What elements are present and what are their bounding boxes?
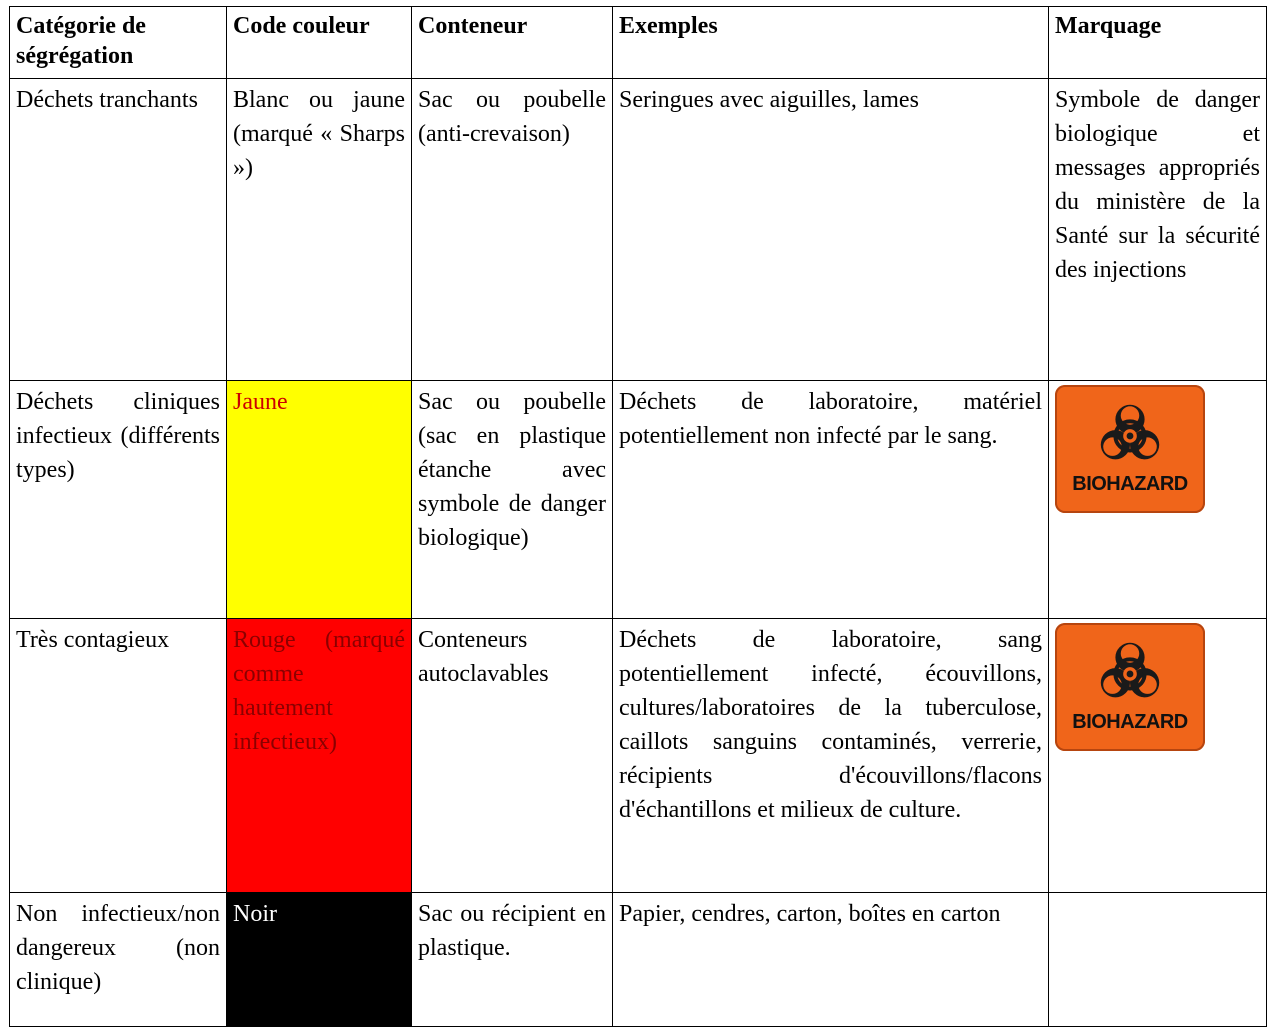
cell-category: Très contagieux — [10, 619, 227, 893]
header-container: Conteneur — [412, 7, 613, 79]
biohazard-badge — [1055, 623, 1205, 751]
cell-category: Déchets tranchants — [10, 79, 227, 381]
header-marking: Marquage — [1049, 7, 1267, 79]
cell-marking — [1049, 381, 1267, 619]
header-examples: Exemples — [613, 7, 1049, 79]
cell-examples: Papier, cendres, carton, boîtes en carton — [613, 893, 1049, 1027]
cell-container: Sac ou récipient en plastique. — [412, 893, 613, 1027]
cell-container: Sac ou poubelle (anti-crevaison) — [412, 79, 613, 381]
cell-color-code-red: Rouge (marqué comme hautement infectieux) — [227, 619, 412, 893]
cell-container: Conteneurs autoclavables — [412, 619, 613, 893]
cell-category: Non infectieux/non dangereux (non clinique) — [10, 893, 227, 1027]
header-color-code: Code couleur — [227, 7, 412, 79]
cell-color-code: Blanc ou jaune (marqué « Sharps ») — [227, 79, 412, 381]
table-row-sharps — [10, 79, 1267, 381]
cell-category: Déchets cliniques infectieux (différents types) — [10, 381, 227, 619]
biohazard-label: BIOHAZARD — [1072, 473, 1188, 495]
biohazard-icon — [1091, 635, 1169, 709]
cell-marking — [1049, 619, 1267, 893]
cell-color-code-black: Noir — [227, 893, 412, 1027]
header-row — [10, 7, 1267, 79]
biohazard-label: BIOHAZARD — [1072, 711, 1188, 733]
table-row-non-infectious — [10, 893, 1267, 1027]
table-row-infectious — [10, 381, 1267, 619]
cell-color-code-yellow: Jaune — [227, 381, 412, 619]
cell-marking: Symbole de danger biologique et messages appropriés du ministère de la Santé sur la sécurité des injections — [1049, 79, 1267, 381]
cell-examples: Seringues avec aiguilles, lames — [613, 79, 1049, 381]
biohazard-badge — [1055, 385, 1205, 513]
cell-container: Sac ou poubelle (sac en plastique étanche avec symbole de danger biologique) — [412, 381, 613, 619]
waste-segregation-table — [9, 6, 1267, 1027]
cell-marking — [1049, 893, 1267, 1027]
header-category: Catégorie de ségrégation — [10, 7, 227, 79]
table-row-highly-contagious — [10, 619, 1267, 893]
biohazard-icon — [1091, 397, 1169, 471]
cell-examples: Déchets de laboratoire, matériel potentiellement non infecté par le sang. — [613, 381, 1049, 619]
cell-examples: Déchets de laboratoire, sang potentiellement infecté, écouvillons, cultures/laboratoires de la tuberculose, caillots sanguins contaminés, verrerie, récipients d'écouvillons/flacons d'échantillons et milieux de culture. — [613, 619, 1049, 893]
